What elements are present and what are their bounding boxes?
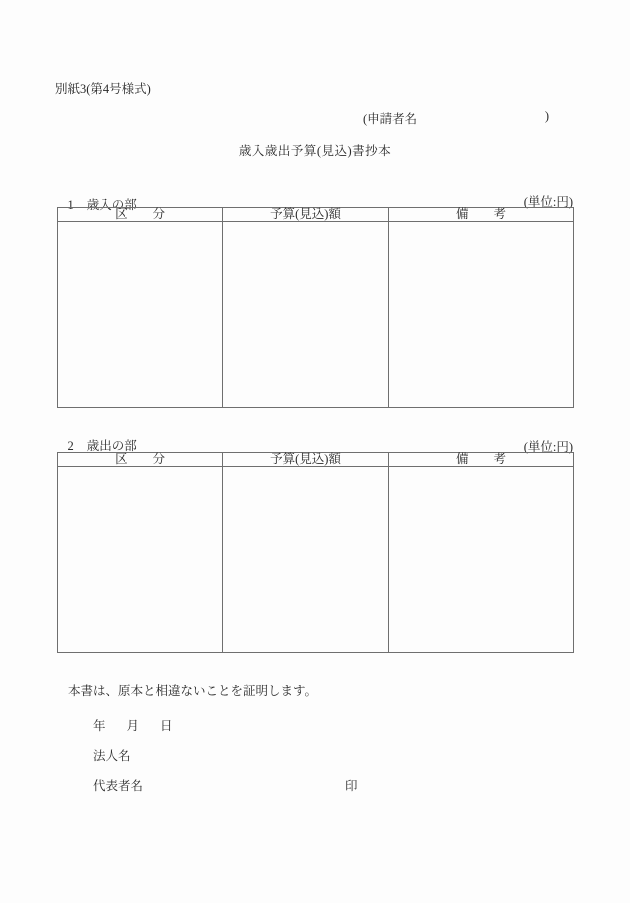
expenditure-table <box>57 452 574 653</box>
month-label: 月 <box>126 719 140 733</box>
section-number: 1 <box>67 198 74 212</box>
expenditure-cell-category <box>58 467 223 653</box>
revenue-cell-budget-amount <box>223 222 389 408</box>
column-header-remarks: 備 考 <box>389 208 574 222</box>
column-header-remarks: 備 考 <box>389 453 574 467</box>
applicant-name-open-paren-label: (申請者名 <box>363 112 418 126</box>
document-title: 歳入歳出予算(見込)書抄本 <box>238 144 392 158</box>
revenue-cell-remarks <box>389 222 574 408</box>
applicant-name-line <box>363 109 549 127</box>
unit-label-revenue: (単位:円) <box>523 195 573 209</box>
unit-label-expenditure: (単位:円) <box>523 440 573 454</box>
expenditure-table-header-row <box>58 453 574 467</box>
expenditure-cell-budget-amount <box>223 467 389 653</box>
representative-name-label: 代表者名 <box>93 779 144 793</box>
date-line <box>93 716 173 734</box>
expenditure-cell-remarks <box>389 467 574 653</box>
section-heading-label: 歳入の部 <box>86 198 137 212</box>
certification-statement: 本書は、原本と相違ないことを証明します。 <box>68 684 318 698</box>
seal-label: 印 <box>345 779 358 793</box>
section-number: 2 <box>67 439 74 453</box>
column-header-budget-amount: 予算(見込)額 <box>223 208 389 222</box>
column-header-category: 区 分 <box>58 208 223 222</box>
applicant-name-close-paren: ) <box>544 109 549 123</box>
year-label: 年 <box>93 719 106 733</box>
column-header-budget-amount: 予算(見込)額 <box>223 453 389 467</box>
attachment-form-label: 別紙3(第4号様式) <box>55 82 151 96</box>
revenue-table-body-row <box>58 222 574 408</box>
section-heading-label: 歳出の部 <box>86 439 137 453</box>
revenue-table-header-row <box>58 208 574 222</box>
corporate-name-label: 法人名 <box>93 749 131 763</box>
revenue-table <box>57 207 574 408</box>
day-label: 日 <box>160 719 173 733</box>
revenue-cell-category <box>58 222 223 408</box>
expenditure-table-body-row <box>58 467 574 653</box>
column-header-category: 区 分 <box>58 453 223 467</box>
